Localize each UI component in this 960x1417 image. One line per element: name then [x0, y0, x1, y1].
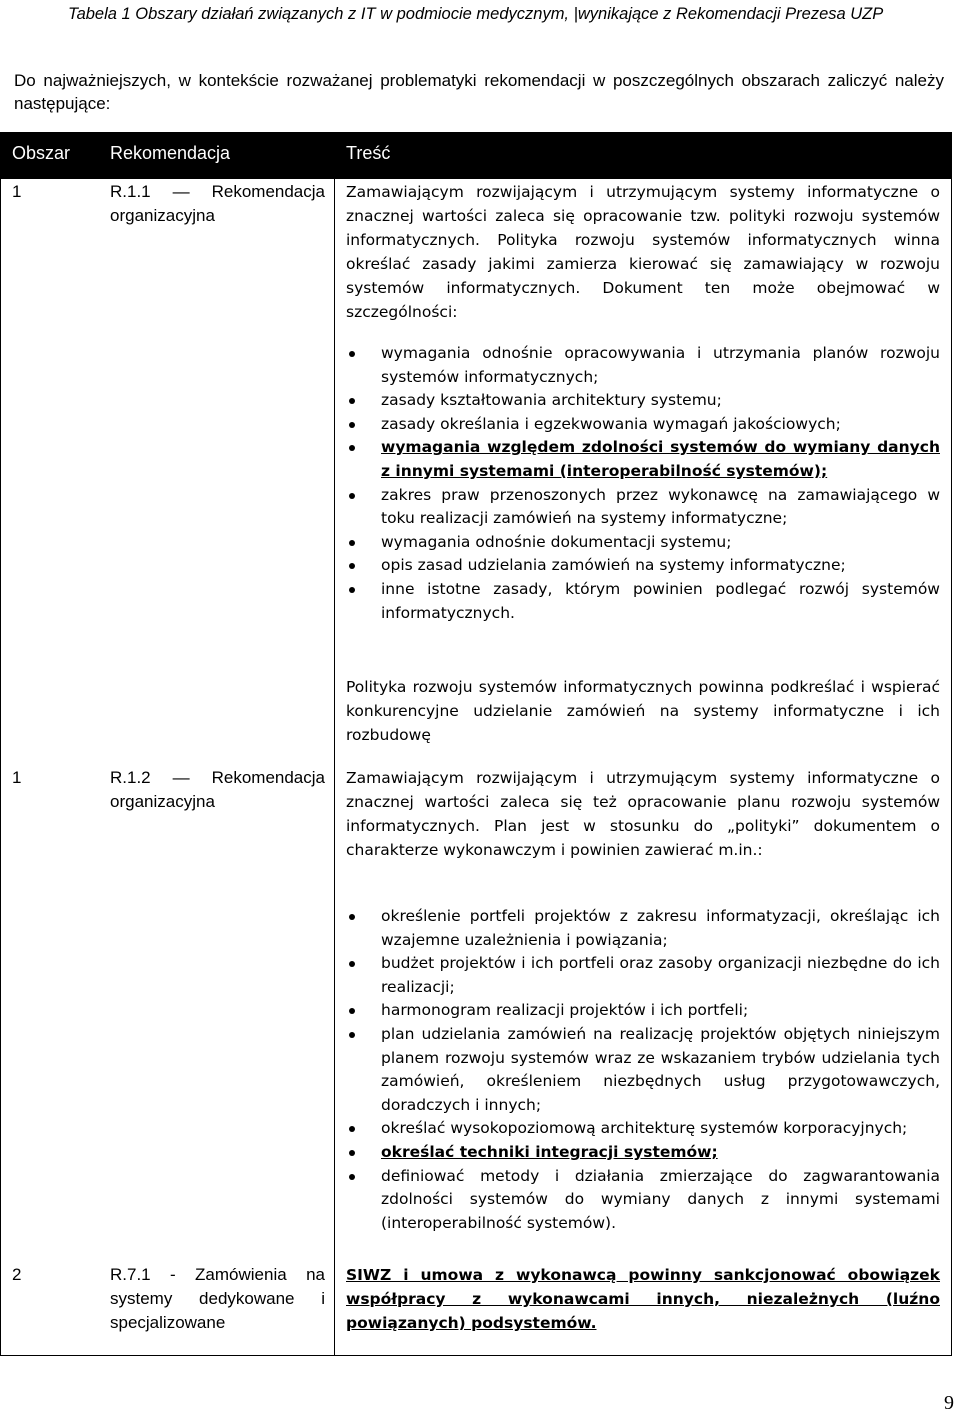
header-recommendation: Rekomendacja [110, 143, 231, 163]
bullet-icon [349, 445, 355, 451]
page-number: 9 [944, 1392, 954, 1414]
list-item: inne istotne zasady, którym powinien podlegać rozwój systemów informatycznych. [346, 578, 940, 625]
list-item: plan udzielania zamówień na realizację projektów objętych niniejszym planem rozwoju systemów wraz ze wskazaniem trybów udzielania tych zamówień, określeniem niezbędnych usług przygotowawczych, doradczych i innych; [346, 1023, 940, 1117]
intro-paragraph: Do najważniejszych, w kontekście rozważanej problematyki rekomendacji w poszczególnych obszarach zaliczyć należy następujące: [14, 71, 944, 113]
table-header [0, 132, 952, 179]
list-item: definiować metody i działania zmierzające do zagwarantowania zdolności systemów do wymiany danych z innymi systemami (interoperabilność systemów). [346, 1165, 940, 1236]
row1-paragraph: Zamawiającym rozwijającym i utrzymującym systemy informatyczne o znacznej wartości zaleca się opracowanie tzw. polityki rozwoju systemów informatycznych. Polityka rozwoju systemów informatycznych winna określać zasady jakimi zamierza kierować się zamawiający w rozwoju systemów informatycznych. Dokument ten może obejmować w szczególności: [346, 183, 940, 321]
row1-area: 1 [12, 182, 22, 201]
list-item: określać techniki integracji systemów; [346, 1141, 940, 1165]
list-item: zasady określania i egzekwowania wymagań jakościowych; [346, 413, 940, 437]
row2-area: 1 [12, 768, 22, 787]
list-item: wymagania odnośnie dokumentacji systemu; [346, 531, 940, 555]
list-item: opis zasad udzielania zamówień na systemy informatyczne; [346, 554, 940, 578]
list-item: określenie portfeli projektów z zakresu informatyzacji, określając ich wzajemne uzależnienia i powiązania; [346, 905, 940, 952]
list-item: zasady kształtowania architektury systemu; [346, 389, 940, 413]
row3-recommendation: R.7.1 - Zamówienia na systemy dedykowane i specjalizowane [110, 1265, 325, 1332]
bullet-icon [349, 540, 355, 546]
bullet-icon [349, 1008, 355, 1014]
list-item: wymagania odnośnie opracowywania i utrzymania planów rozwoju systemów informatycznych; [346, 342, 940, 389]
bullet-icon [349, 1032, 355, 1038]
bullet-icon [349, 1174, 355, 1180]
bullet-icon [349, 1150, 355, 1156]
bullet-icon [349, 563, 355, 569]
bullet-icon [349, 422, 355, 428]
row3-paragraph: SIWZ i umowa z wykonawcą powinny sankcjonować obowiązek współpracy z wykonawcami innych, niezależnych (luźno powiązanych) podsystemów. [346, 1266, 940, 1332]
row3-area: 2 [12, 1265, 22, 1284]
table-border-bottom [0, 1355, 952, 1356]
bullet-icon [349, 1126, 355, 1132]
bullet-icon [349, 493, 355, 499]
bullet-icon [349, 587, 355, 593]
row1-recommendation: R.1.1 — Rekomendacja organizacyjna [110, 182, 325, 225]
row2-bullet-list [346, 905, 940, 1235]
row1-bullet-list [346, 342, 940, 625]
column-divider [334, 179, 335, 1356]
row2-paragraph: Zamawiającym rozwijającym i utrzymującym systemy informatyczne o znacznej wartości zaleca się też opracowanie planu rozwoju systemów informatycznych. Plan jest w stosunku do „polityki” dokumentem o charakterze wykonawczym i powinien zawierać m.in.: [346, 769, 940, 859]
list-item: wymagania względem zdolności systemów do wymiany danych z innymi systemami (interoperabilność systemów); [346, 436, 940, 483]
bullet-icon [349, 398, 355, 404]
list-item: zakres praw przenoszonych przez wykonawcę na zamawiającego w toku realizacji zamówień na systemy informatyczne; [346, 484, 940, 531]
row2-recommendation: R.1.2 — Rekomendacja organizacyjna [110, 768, 325, 811]
list-item: określać wysokopoziomową architekturę systemów korporacyjnych; [346, 1117, 940, 1141]
row1-closing: Polityka rozwoju systemów informatycznych powinna podkreślać i wspierać konkurencyjne udzielanie zamówień na systemy informatyczne i ich rozbudowę [346, 678, 940, 744]
table-caption: Tabela 1 Obszary działań związanych z IT w podmiocie medycznym, |wynikające z Rekomendacji Prezesa UZP [68, 5, 884, 23]
table-border-left [0, 132, 1, 1356]
header-content: Treść [346, 143, 391, 163]
header-area: Obszar [12, 143, 71, 163]
bullet-icon [349, 914, 355, 920]
list-item: harmonogram realizacji projektów i ich portfeli; [346, 999, 940, 1023]
table-border-right [951, 132, 952, 1356]
list-item: budżet projektów i ich portfeli oraz zasoby organizacji niezbędne do ich realizacji; [346, 952, 940, 999]
bullet-icon [349, 351, 355, 357]
bullet-icon [349, 961, 355, 967]
recommendations-table [0, 132, 952, 1356]
